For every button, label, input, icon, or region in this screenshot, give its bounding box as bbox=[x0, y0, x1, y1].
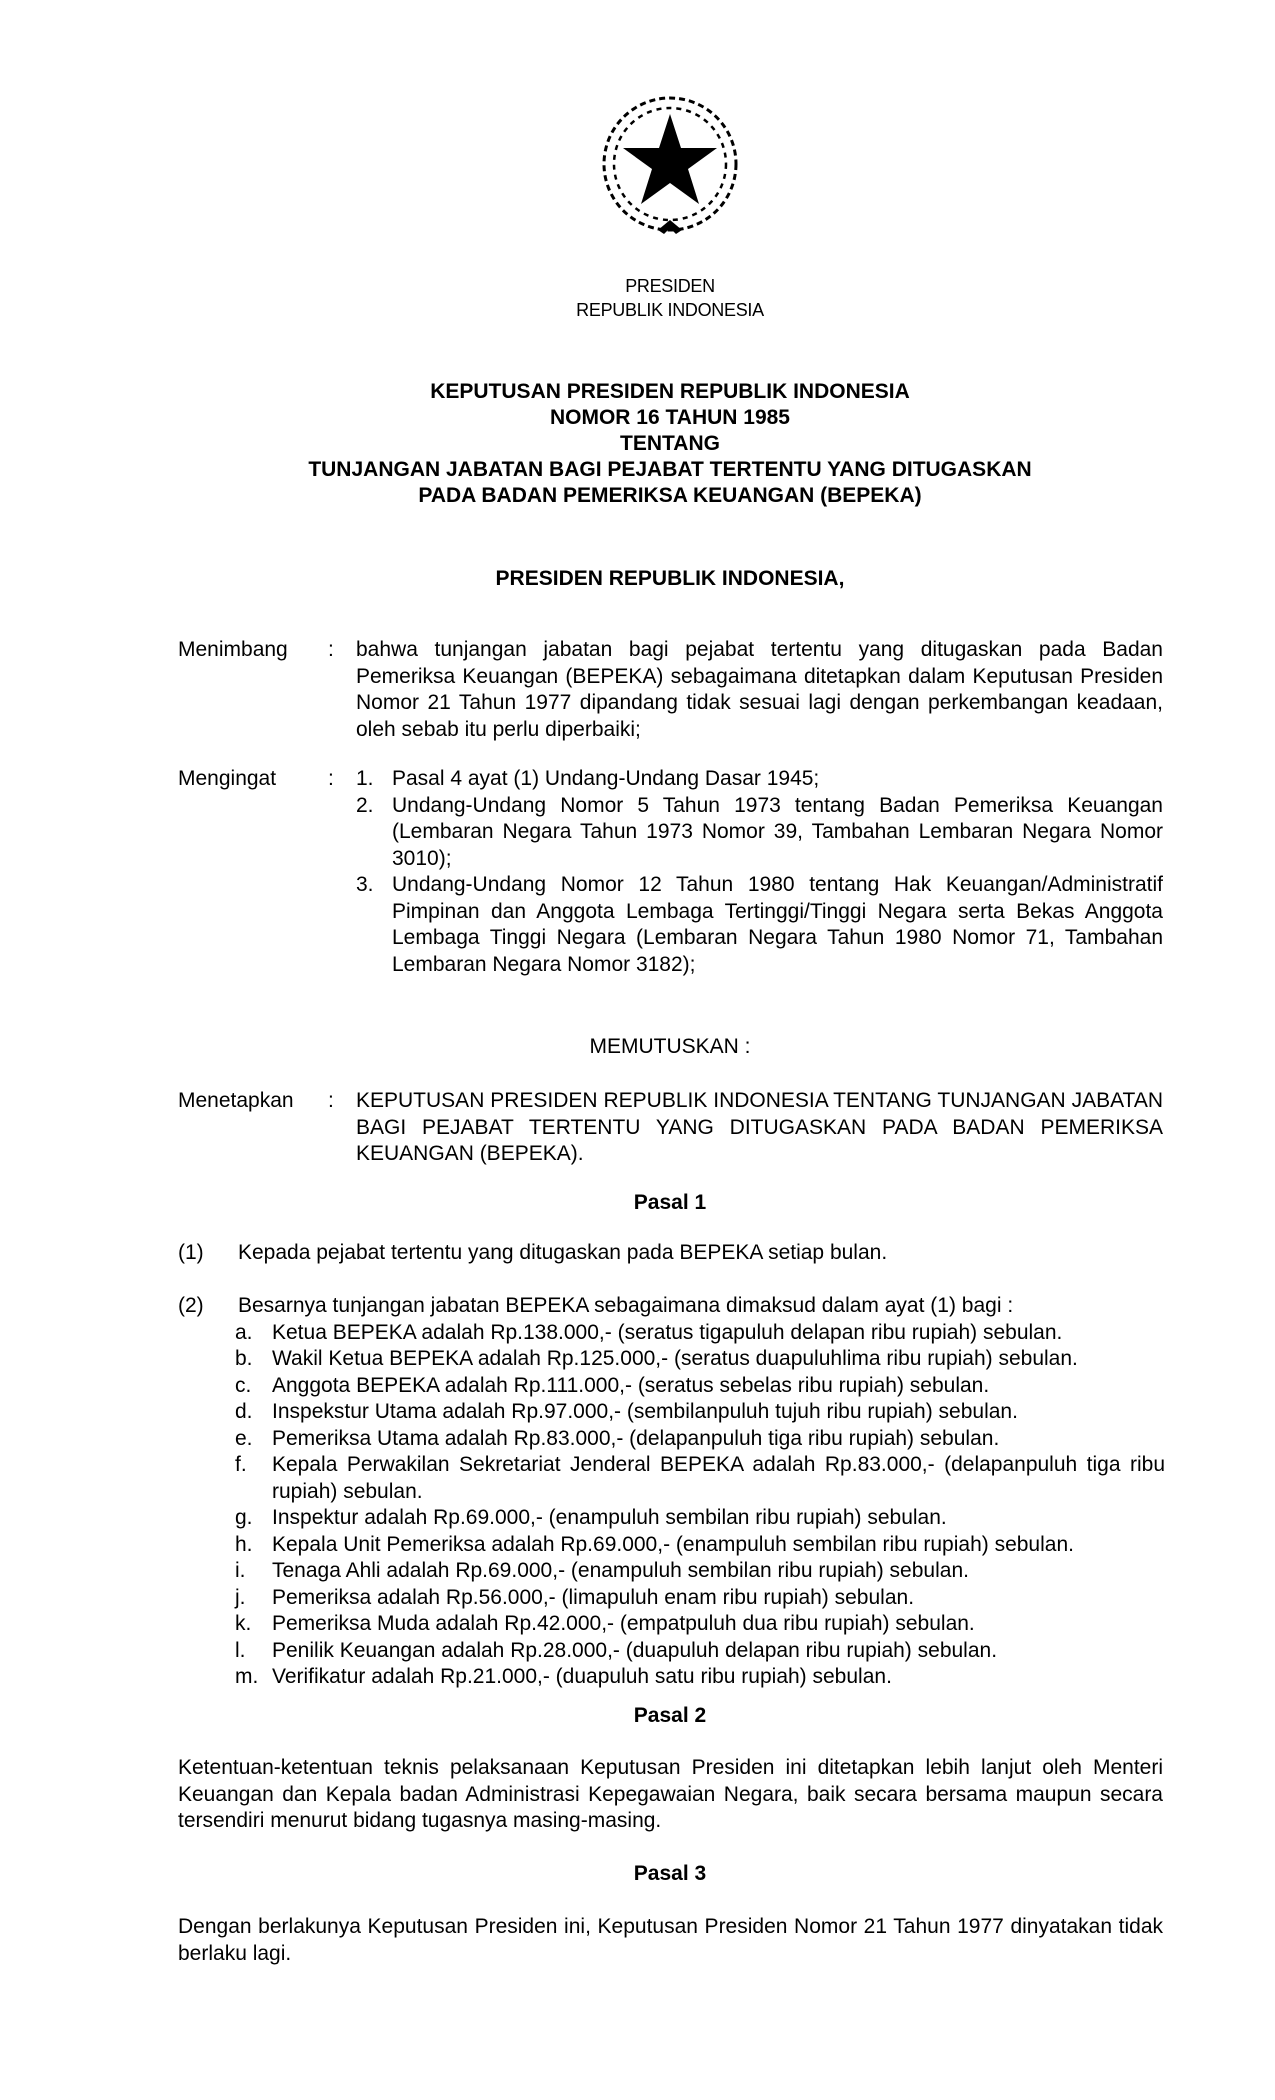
item-text: Verifikatur adalah Rp.21.000,- (duapuluh satu ribu rupiah) sebulan. bbox=[272, 1665, 892, 1688]
pasal-3-heading: Pasal 3 bbox=[633, 1862, 707, 1885]
pasal-2-heading: Pasal 2 bbox=[633, 1704, 707, 1727]
issuer-heading: PRESIDEN REPUBLIK INDONESIA, bbox=[495, 567, 845, 590]
mengingat-list bbox=[356, 766, 1163, 978]
menetapkan-colon: : bbox=[328, 1089, 334, 1112]
menimbang-colon: : bbox=[328, 638, 334, 661]
item-number: 3. bbox=[356, 873, 374, 896]
item-text: Pemeriksa Muda adalah Rp.42.000,- (empatpuluh dua ribu rupiah) sebulan. bbox=[272, 1612, 975, 1635]
item-number: 1. bbox=[356, 767, 374, 790]
title-line-5: PADA BADAN PEMERIKSA KEUANGAN (BEPEKA) bbox=[418, 484, 922, 507]
item-text: Undang-Undang Nomor 5 Tahun 1973 tentang Badan Pemeriksa Keuangan (Lembaran Negara Tahun 1973 Nomor 39, Tambahan Lembaran Negara Nomor 3010); bbox=[392, 793, 1163, 870]
item-letter: k. bbox=[235, 1612, 252, 1635]
item-letter: b. bbox=[235, 1347, 253, 1370]
pasal-2-text: Ketentuan-ketentuan teknis pelaksanaan Keputusan Presiden ini ditetapkan lebih lanjut oleh Menteri Keuangan dan Kepala badan Administrasi Kepegawaian Negara, baik secara bersama maupun secara tersendiri menurut bidang tugasnya masing-masing. bbox=[178, 1756, 1163, 1832]
allowance-item bbox=[235, 1426, 1165, 1453]
allowance-item bbox=[235, 1611, 1165, 1638]
pasal-1-heading: Pasal 1 bbox=[633, 1191, 707, 1214]
allowance-item bbox=[235, 1638, 1165, 1665]
item-letter: c. bbox=[235, 1373, 252, 1397]
allowance-item bbox=[235, 1346, 1165, 1373]
allowance-item bbox=[235, 1585, 1165, 1612]
item-letter: m. bbox=[235, 1665, 259, 1688]
ayat-number: (2) bbox=[178, 1294, 204, 1317]
item-letter: l. bbox=[235, 1638, 246, 1662]
item-letter: j. bbox=[235, 1585, 246, 1609]
allowance-item bbox=[235, 1505, 1165, 1532]
letterhead-line-2: REPUBLIK INDONESIA bbox=[576, 300, 764, 320]
mengingat-item bbox=[356, 793, 1163, 873]
pasal-3-text: Dengan berlakunya Keputusan Presiden ini, Keputusan Presiden Nomor 21 Tahun 1977 dinyatakan tidak berlaku lagi. bbox=[178, 1915, 1163, 1965]
menimbang-text: bahwa tunjangan jabatan bagi pejabat tertentu yang ditugaskan pada Badan Pemeriksa Keuangan (BEPEKA) sebagaimana ditetapkan dalam Keputusan Presiden Nomor 21 Tahun 1977 dipandang tidak sesuai lagi dengan perkembangan keadaan, oleh sebab itu perlu diperbaiki; bbox=[356, 638, 1163, 741]
item-letter: a. bbox=[235, 1320, 253, 1344]
allowance-item bbox=[235, 1558, 1165, 1585]
item-text: Pemeriksa adalah Rp.56.000,- (limapuluh enam ribu rupiah) sebulan. bbox=[272, 1585, 915, 1609]
title-line-3: TENTANG bbox=[620, 432, 720, 455]
mengingat-item bbox=[356, 766, 1163, 793]
item-text: Anggota BEPEKA adalah Rp.111.000,- (seratus sebelas ribu rupiah) sebulan. bbox=[272, 1373, 990, 1397]
letterhead-line-1: PRESIDEN bbox=[625, 276, 715, 296]
menimbang-label: Menimbang bbox=[178, 638, 288, 661]
item-text: Ketua BEPEKA adalah Rp.138.000,- (seratus tigapuluh delapan ribu rupiah) sebulan. bbox=[272, 1320, 1063, 1344]
allowance-item bbox=[235, 1664, 1165, 1691]
item-number: 2. bbox=[356, 793, 374, 817]
title-line-1: KEPUTUSAN PRESIDEN REPUBLIK INDONESIA bbox=[430, 380, 910, 403]
item-text: Pasal 4 ayat (1) Undang-Undang Dasar 1945; bbox=[392, 767, 820, 790]
allowance-item bbox=[235, 1452, 1165, 1505]
ayat-number: (1) bbox=[178, 1241, 204, 1264]
item-text: Inspektur adalah Rp.69.000,- (enampuluh sembilan ribu rupiah) sebulan. bbox=[272, 1506, 947, 1529]
item-text: Inspekstur Utama adalah Rp.97.000,- (sembilanpuluh tujuh ribu rupiah) sebulan. bbox=[272, 1400, 1018, 1423]
item-letter: d. bbox=[235, 1400, 253, 1423]
item-letter: h. bbox=[235, 1532, 253, 1556]
title-line-2: NOMOR 16 TAHUN 1985 bbox=[549, 406, 790, 429]
item-letter: i. bbox=[235, 1559, 246, 1582]
menetapkan-label: Menetapkan bbox=[178, 1089, 294, 1112]
item-text: Kepala Unit Pemeriksa adalah Rp.69.000,- (enampuluh sembilan ribu rupiah) sebulan. bbox=[272, 1532, 1074, 1556]
mengingat-label: Mengingat bbox=[178, 767, 277, 790]
mengingat-colon: : bbox=[328, 767, 334, 790]
title-line-4: TUNJANGAN JABATAN BAGI PEJABAT TERTENTU YANG DITUGASKAN bbox=[308, 458, 1032, 481]
allowance-list bbox=[235, 1320, 1165, 1691]
menetapkan-text: KEPUTUSAN PRESIDEN REPUBLIK INDONESIA TENTANG TUNJANGAN JABATAN BAGI PEJABAT TERTENTU YANG DITUGASKAN PADA BADAN PEMERIKSA KEUANGAN (BEPEKA). bbox=[356, 1089, 1163, 1165]
item-text: Undang-Undang Nomor 12 Tahun 1980 tentang Hak Keuangan/Administratif Pimpinan dan Anggota Lembaga Tertinggi/Tinggi Negara serta Bekas Anggota Lembaga Tinggi Negara (Lembaran Negara Tahun 1980 Nomor 71, Tambahan Lembaran Negara Nomor 3182); bbox=[392, 873, 1163, 976]
allowance-item bbox=[235, 1399, 1165, 1426]
allowance-item bbox=[235, 1320, 1165, 1347]
memutuskan-heading: MEMUTUSKAN : bbox=[589, 1035, 751, 1058]
presidential-emblem-icon bbox=[590, 88, 750, 248]
item-text: Wakil Ketua BEPEKA adalah Rp.125.000,- (seratus duapuluhlima ribu rupiah) sebulan. bbox=[272, 1347, 1078, 1370]
item-text: Pemeriksa Utama adalah Rp.83.000,- (delapanpuluh tiga ribu rupiah) sebulan. bbox=[272, 1426, 1000, 1450]
allowance-item bbox=[235, 1532, 1165, 1559]
item-letter: f. bbox=[235, 1453, 247, 1476]
ayat-text: Besarnya tunjangan jabatan BEPEKA sebagaimana dimaksud dalam ayat (1) bagi : bbox=[238, 1294, 1014, 1317]
item-letter: e. bbox=[235, 1426, 253, 1450]
mengingat-item bbox=[356, 872, 1163, 978]
ayat-text: Kepada pejabat tertentu yang ditugaskan pada BEPEKA setiap bulan. bbox=[238, 1241, 888, 1264]
item-text: Penilik Keuangan adalah Rp.28.000,- (duapuluh delapan ribu rupiah) sebulan. bbox=[272, 1638, 998, 1662]
item-text: Tenaga Ahli adalah Rp.69.000,- (enampuluh sembilan ribu rupiah) sebulan. bbox=[272, 1559, 969, 1582]
allowance-item bbox=[235, 1373, 1165, 1400]
item-text: Kepala Perwakilan Sekretariat Jenderal BEPEKA adalah Rp.83.000,- (delapanpuluh tiga ribu rupiah) sebulan. bbox=[272, 1453, 1165, 1503]
item-letter: g. bbox=[235, 1506, 253, 1529]
